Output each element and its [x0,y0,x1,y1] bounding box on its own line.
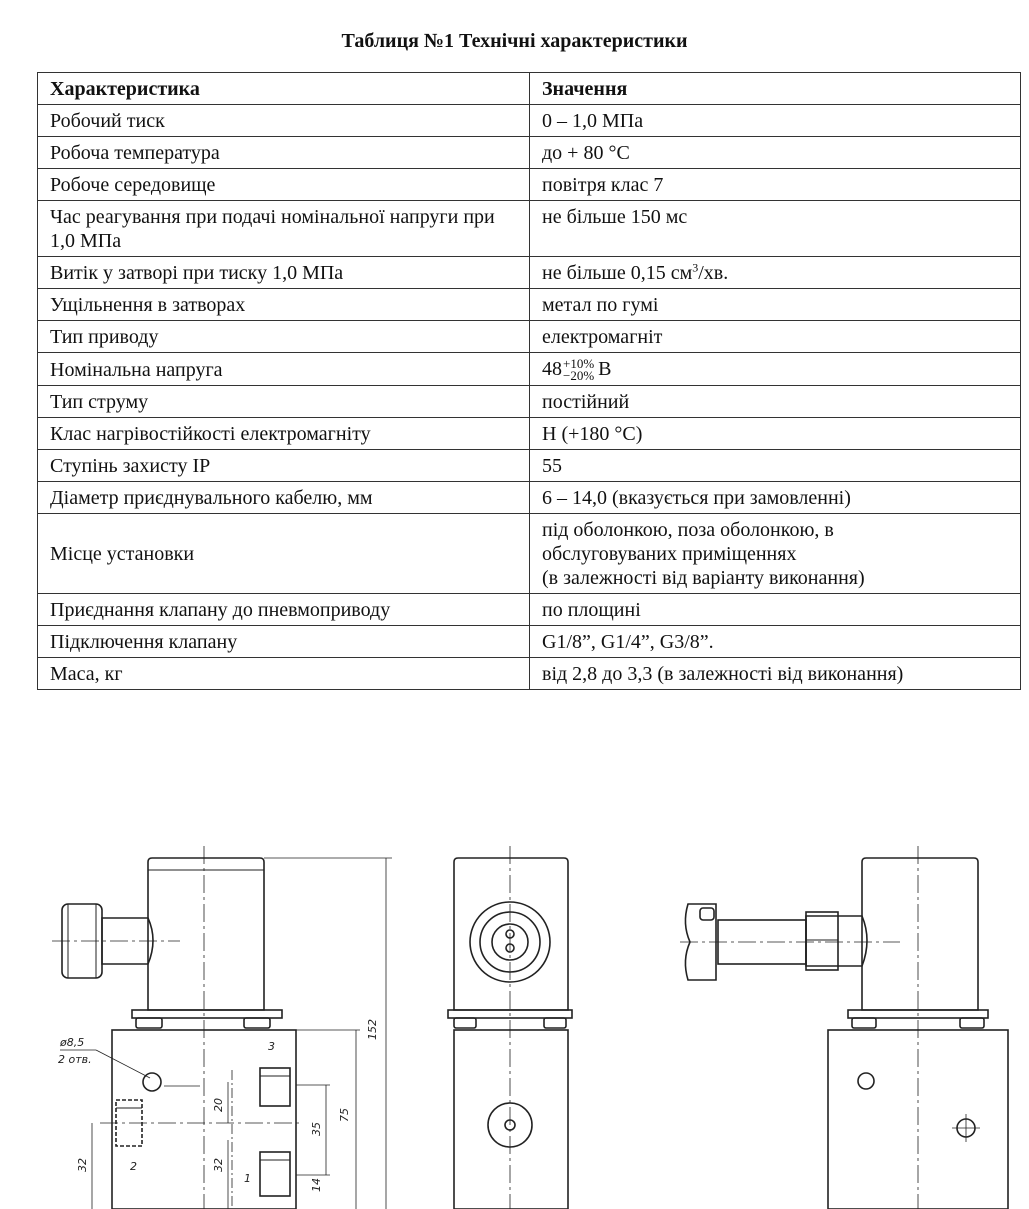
dim-20: 20 [212,1098,225,1112]
hole-diameter-label: ø8,5 [60,1036,85,1049]
leak-unit: /хв. [698,262,729,284]
param-cell: Приєднання клапану до пневмоприводу [38,594,530,626]
param-cell: Робочий тиск [38,105,530,137]
coil-base-plate [132,1010,282,1018]
hole-count-label: 2 отв. [58,1053,92,1066]
param-cell: Місце установки [38,514,530,594]
param-cell: Ступінь захисту IP [38,450,530,482]
param-cell: Тип струму [38,386,530,418]
value-cell: постійний [530,386,1021,418]
solenoid-coil-rear [862,858,978,1010]
tolerance-lower: −20% [563,368,595,384]
value-cell: повітря клас 7 [530,169,1021,201]
table-row [38,450,1021,482]
port-3-thread [260,1068,290,1106]
cable-gland-body-rear [806,916,867,966]
param-cell: Витік у затворі при тиску 1,0 МПа [38,257,530,289]
value-line: (в залежності від варіанту виконання) [542,567,865,590]
voltage-base: 48 [542,358,562,380]
mounting-screw [852,1018,876,1028]
value-cell: Н (+180 °С) [530,418,1021,450]
port-1-label: 1 [244,1172,251,1185]
value-cell [530,353,1021,386]
table-row [38,594,1021,626]
value-cell [530,514,1021,594]
dim-32-mid: 32 [212,1158,225,1172]
value-cell: 0 – 1,0 МПа [530,105,1021,137]
cable-gland-nut-rear [806,912,838,970]
header-characteristic: Характеристика [38,73,530,105]
param-cell: Маса, кг [38,658,530,690]
mounting-screw [136,1018,162,1028]
mounting-screw [454,1018,476,1028]
value-cell: метал по гумі [530,289,1021,321]
front-view [52,846,392,1209]
value-cell: G1/8”, G1/4”, G3/8”. [530,626,1021,658]
value-cell: 55 [530,450,1021,482]
param-cell: Клас нагрівостійкості електромагніту [38,418,530,450]
dim-152: 152 [366,1019,379,1040]
value-cell: електромагніт [530,321,1021,353]
table-row [38,514,1021,594]
value-line: обслуговуваних приміщеннях [542,543,797,566]
value-cell: не більше 150 мс [530,201,1021,257]
param-cell: Діаметр приєднувального кабелю, мм [38,482,530,514]
mounting-screw [544,1018,566,1028]
table-row [38,418,1021,450]
mounting-screw [244,1018,270,1028]
value-line: під оболонкою, поза оболонкою, в [542,519,834,542]
voltage-unit: В [598,358,612,380]
dim-32-left: 32 [76,1158,89,1172]
table-row [38,257,1021,289]
value-cell [530,257,1021,289]
header-value: Значення [530,73,1021,105]
mounting-screw [960,1018,984,1028]
table-row [38,201,1021,257]
table-row [38,105,1021,137]
dimension-lines [60,858,392,1209]
table-row [38,626,1021,658]
value-cell: від 2,8 до 3,3 (в залежності від виконання) [530,658,1021,690]
dim-14: 14 [310,1178,323,1192]
voltage-tolerance [563,358,594,382]
rear-view [680,846,1008,1209]
port-2-label: 2 [130,1160,137,1173]
table-row [38,482,1021,514]
table-row [38,658,1021,690]
param-cell: Робоча температура [38,137,530,169]
table-row [38,353,1021,386]
dimension-labels [58,1019,379,1192]
param-cell: Тип приводу [38,321,530,353]
solenoid-coil [148,858,264,1010]
param-cell: Ущільнення в затворах [38,289,530,321]
leak-value: не більше 0,15 см [542,262,693,284]
value-cell: по площині [530,594,1021,626]
leak-exponent: 3 [692,260,699,275]
valve-technical-drawing [0,830,1029,1209]
table-row [38,289,1021,321]
param-cell: Підключення клапану [38,626,530,658]
spec-table [37,72,1021,690]
port-3-label: 3 [268,1040,275,1053]
param-cell: Номінальна напруга [38,353,530,386]
tolerance-upper: +10% [563,356,595,372]
table-title: Таблиця №1 Технічні характеристики [341,30,688,52]
value-cell: до + 80 °С [530,137,1021,169]
table-row [38,169,1021,201]
table-row [38,137,1021,169]
side-view [448,846,572,1209]
mounting-hole [858,1073,874,1089]
table-header-row [38,73,1021,105]
dim-75: 75 [338,1108,351,1122]
dim-35: 35 [310,1122,323,1136]
port-1-thread [260,1152,290,1196]
param-cell: Робоче середовище [38,169,530,201]
value-cell: 6 – 14,0 (вказується при замовленні) [530,482,1021,514]
param-cell: Час реагування при подачі номінальної напруги при 1,0 МПа [38,201,530,257]
table-row [38,386,1021,418]
table-row [38,321,1021,353]
